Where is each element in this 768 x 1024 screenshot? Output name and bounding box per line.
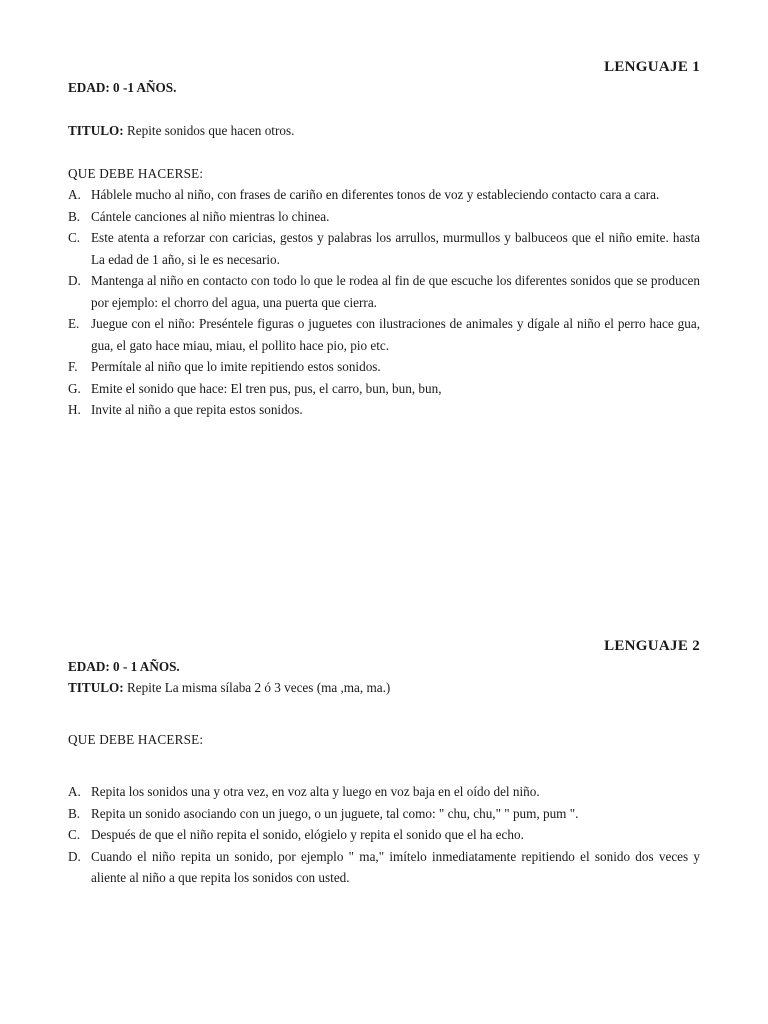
list-item-letter: C.	[68, 230, 81, 245]
list-item-text: Repita un sonido asociando con un juego, o un juguete, tal como: " chu, chu," " pum, pum ".	[91, 805, 579, 821]
list-item-text: Invite al niño a que repita estos sonidos.	[91, 402, 303, 417]
list-item-letter: F.	[68, 359, 78, 374]
title-text: Repite La misma sílaba 2 ó 3 veces (ma ,ma, ma.)	[123, 680, 391, 695]
title-text: Repite sonidos que hacen otros.	[123, 123, 295, 138]
instructions-list	[68, 184, 700, 421]
list-item-letter: H.	[68, 402, 81, 417]
age-text: EDAD: 0 -1 AÑOS.	[68, 80, 177, 95]
list-item-text: Permítale al niño que lo imite repitiendo estos sonidos.	[91, 359, 381, 374]
list-item-letter: D.	[68, 273, 81, 288]
list-item-text: Cuando el niño repita un sonido, por ejemplo " ma," imítelo inmediatamente repitiendo el sonido dos veces y aliente al niño a que repita los sonidos con usted.	[91, 848, 700, 885]
section-heading: LENGUAJE 2	[604, 638, 700, 654]
section-heading: LENGUAJE 1	[604, 59, 700, 75]
age-line	[68, 656, 700, 677]
title-label: TITULO:	[68, 123, 124, 138]
list-item-letter: A.	[68, 187, 81, 202]
list-item-text: Este atenta a reforzar con caricias, gestos y palabras los arrullos, murmullos y balbuceos que el niño emite. hasta La edad de 1 año, si le es necesario.	[91, 230, 700, 267]
title-line	[68, 677, 700, 698]
list-item	[68, 313, 700, 356]
list-item	[68, 227, 700, 270]
section-lenguaje-1	[68, 57, 700, 421]
instructions-label: QUE DEBE HACERSE:	[68, 732, 204, 747]
instructions-label: QUE DEBE HACERSE:	[68, 166, 204, 181]
list-item	[68, 184, 700, 206]
list-item	[68, 803, 700, 825]
title-line	[68, 120, 700, 141]
list-item-letter: A.	[68, 784, 81, 799]
title-label: TITULO:	[68, 680, 124, 695]
list-item	[68, 781, 700, 803]
list-item-text: Mantenga al niño en contacto con todo lo que le rodea al fin de que escuche los diferentes sonidos que se producen por ejemplo: el chorro del agua, una puerta que cierra.	[91, 273, 700, 310]
list-item-text: Juegue con el niño: Preséntele figuras o juguetes con ilustraciones de animales y dígale al niño el perro hace gua, gua, el gato hace miau, miau, el pollito hace pio, pio etc.	[91, 316, 700, 353]
list-item	[68, 378, 700, 400]
list-item	[68, 399, 700, 421]
list-item	[68, 356, 700, 378]
age-line	[68, 77, 700, 98]
list-item	[68, 206, 700, 228]
list-item-letter: D.	[68, 848, 81, 864]
list-item	[68, 270, 700, 313]
section-lenguaje-2	[68, 636, 700, 889]
list-item-letter: B.	[68, 208, 81, 224]
list-item-text: Emite el sonido que hace: El tren pus, pus, el carro, bun, bun, bun,	[91, 380, 442, 396]
list-item	[68, 824, 700, 846]
list-item-letter: E.	[68, 316, 80, 331]
list-item	[68, 846, 700, 889]
list-item-text: Después de que el niño repita el sonido, elógielo y repita el sonido que el ha echo.	[91, 827, 524, 842]
age-text: EDAD: 0 - 1 AÑOS.	[68, 659, 180, 674]
list-item-letter: G.	[68, 380, 81, 396]
list-item-text: Háblele mucho al niño, con frases de cariño en diferentes tonos de voz y estableciendo contacto cara a cara.	[91, 187, 660, 202]
list-item-letter: B.	[68, 805, 81, 821]
list-item-letter: C.	[68, 827, 81, 842]
list-item-text: Cántele canciones al niño mientras lo chinea.	[91, 208, 330, 224]
instructions-list	[68, 781, 700, 889]
list-item-text: Repita los sonidos una y otra vez, en voz alta y luego en voz baja en el oído del niño.	[91, 784, 540, 799]
